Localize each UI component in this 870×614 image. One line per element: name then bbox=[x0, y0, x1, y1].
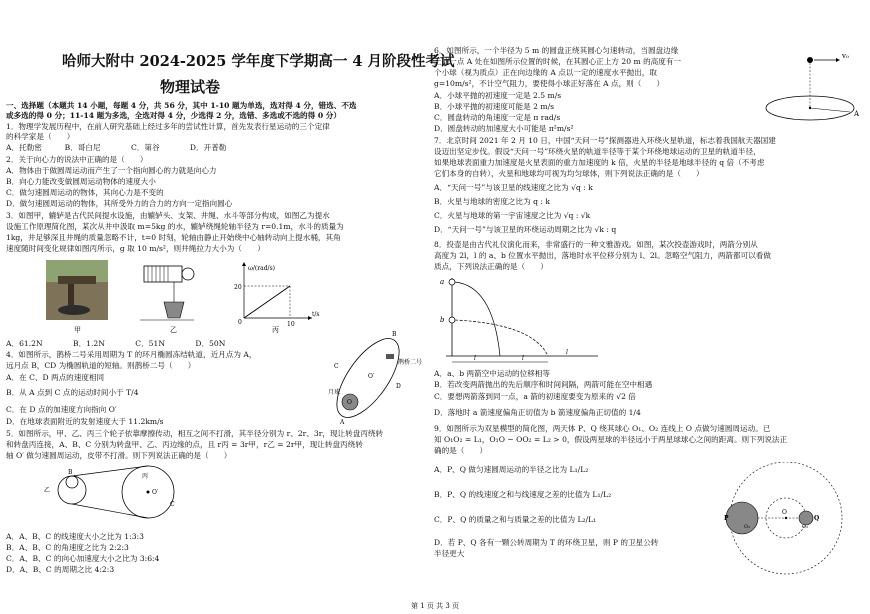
svg-text:D: D bbox=[396, 383, 401, 390]
v0-label: v₀ bbox=[842, 52, 849, 60]
q5-stem-2: 和转盘丙连接，A、B、C 分别为转盘甲、乙、丙边缘的点，且 r丙 = 3r甲，r乙 = 2r甲，现让转盘丙绕转 bbox=[6, 440, 363, 449]
label-bing: 丙 bbox=[272, 326, 279, 334]
windlass-diagram bbox=[140, 266, 194, 320]
q7-option-d: D．“天问一号”与该卫星的环绕运动周期之比为 √k : q bbox=[434, 225, 617, 234]
tick-0: 0 bbox=[238, 319, 242, 326]
queqiao-label: 鹊桥二号 bbox=[398, 359, 423, 366]
q6-stem-3: 个小球（视为质点）正在向边缘的 A 点以一定的速度水平抛出，取 bbox=[434, 68, 657, 77]
svg-text:b: b bbox=[440, 316, 445, 324]
q7-stem-1: 7．北京时间 2021 年 2 月 10 日，中国“天问一号”探测器进入环绕火星轨道，标志着我国航天器国建 bbox=[434, 136, 776, 145]
omega-line bbox=[244, 286, 290, 318]
q7-option-c: C．火星与地球的第一宇宙速度之比为 √q : √k bbox=[434, 211, 591, 220]
label-yi: 乙 bbox=[170, 326, 177, 334]
star-q bbox=[799, 511, 813, 525]
q5-stem-1: 5．如图所示，甲、乙、丙三个轮子依靠摩擦传动，相互之间不打滑，其半径分别为 r、2r、3r，现让转盘丙绕转 bbox=[6, 429, 384, 438]
q6-option-a: A．小球平抛的初速度一定是 2.5 m/s bbox=[434, 91, 562, 100]
svg-text:B: B bbox=[68, 469, 73, 476]
svg-text:O′: O′ bbox=[368, 373, 375, 380]
svg-text:O₂: O₂ bbox=[802, 524, 809, 530]
page-footer: 第 1 页 共 3 页 bbox=[410, 602, 460, 610]
omega-axis-label: ω/(rad/s) bbox=[248, 265, 275, 272]
q7-option-b: B．火星与地球的密度之比为 q : k bbox=[434, 197, 550, 206]
q8-option-b: B．若改变两箭抛出的先后顺序和时间间隔，两箭可能在空中相遇 bbox=[434, 380, 653, 389]
q4-option-c: C．在 D 点的加速度方向指向 O′ bbox=[6, 405, 117, 414]
q3-options: A．61.2N B．1.2N C．51N D．50N bbox=[6, 339, 226, 348]
svg-text:Q: Q bbox=[814, 515, 820, 522]
q6-option-b: B．小球平抛的初速度可能是 2 m/s bbox=[434, 102, 555, 111]
svg-text:B: B bbox=[392, 331, 397, 338]
q8-stem-3: 质点，下列说法正确的是（ ） bbox=[434, 262, 548, 271]
q7-stem-2: 设迈出坚定步伐。假设“天问一号”环绕火星的轨道半径等于某个环绕地球运动的卫星的轨道半径， bbox=[434, 147, 761, 156]
q6-option-d: D．圆盘转动的加速度大小可能是 π²m/s² bbox=[434, 124, 574, 133]
q8-stem-2: 高度为 2l，l 的 a、b 位置水平抛出，落地时水平位移分别为 l、2l。忽略空气阻力，两箭都可以看做 bbox=[434, 251, 771, 260]
q9-option-c: C．P、Q 的质量之和与质量之差的比值为 L₂/L₁ bbox=[434, 515, 597, 524]
exam-title: 哈师大附中 2024-2025 学年度下学期高一 4 月阶段性考试 bbox=[62, 53, 455, 70]
svg-text:丙: 丙 bbox=[142, 473, 149, 480]
arrow-a-path bbox=[455, 282, 500, 356]
q2-option-b: B．向心力能改变做圆周运动物体的速度大小 bbox=[6, 177, 156, 186]
q4-stem-2: 远月点 B，CD 为椭圆轨道的短轴。则鹊桥二号（ ） bbox=[6, 361, 196, 370]
q9-option-a: A．P、Q 做匀速圆周运动的半径之比为 L₁/L₂ bbox=[434, 465, 589, 474]
ball bbox=[807, 57, 813, 63]
q5-option-c: C．A、B、C 的向心加速度大小之比为 3:6:4 bbox=[6, 554, 160, 563]
q2-stem: 2．关于向心力的说法中正确的是（ ） bbox=[6, 155, 148, 164]
q6-stem-4: g=10m/s²，不计空气阻力，要使得小球正好落在 A 点，则（ ） bbox=[434, 79, 665, 88]
svg-text:O′: O′ bbox=[152, 489, 159, 496]
svg-text:O: O bbox=[347, 399, 352, 406]
q9-stem-1: 9．如图所示为双星模型的简化图，两天体 P、Q 绕其球心 O₁、O₂ 连线上 O 点做匀速圆周运动。已 bbox=[434, 424, 771, 433]
star-p bbox=[726, 502, 758, 534]
q3-stem-4: 速度随时间变化规律如图丙所示，g 取 10 m/s²，则井绳拉力大小为（ ） bbox=[6, 244, 265, 253]
q8-option-d: D．落地时 a 箭速度偏角正切值为 b 箭速度偏角正切值的 1/4 bbox=[434, 408, 641, 417]
q3-stem-3: 1kg，井足够深且井绳的质量忽略不计，t=0 时刻，轮轴由静止开始绕中心轴转动向上提水桶，其角 bbox=[6, 233, 341, 242]
q7-stem-3: 如果地球表面重力加速度是火星表面的重力加速度的 k 倍，火星的半径是地球半径的 q 倍（不考虑 bbox=[434, 158, 765, 167]
label-jia: 甲 bbox=[74, 326, 81, 334]
q3-stem-1: 3．如图甲，辘轳是古代民间提水设施，由辘轳头、支架、井绳、水斗等部分构成，如图乙为提水 bbox=[6, 211, 330, 220]
q9-option-d-1: D．若 P、Q 各有一颗公转周期为 T 的环绕卫星，则 P 的卫星公转 bbox=[434, 538, 659, 547]
q8-option-c: C．要想两箭落到同一点，a 箭的初速度要变为原来的 √2 倍 bbox=[434, 392, 636, 401]
tick-20: 20 bbox=[234, 284, 242, 291]
q4-option-b: B．从 A 点到 C 点的运动时间小于 T/4 bbox=[6, 388, 139, 397]
q2-option-c: C．做匀速圆周运动的物体，其向心力是不变的 bbox=[6, 188, 164, 197]
svg-text:O: O bbox=[782, 509, 787, 516]
point-a-label: A bbox=[854, 110, 860, 118]
omega-time-graph bbox=[234, 262, 320, 328]
q8-projectile-figure bbox=[438, 272, 608, 366]
arrow-b-path bbox=[455, 320, 548, 356]
q4-option-a: A．在 C、D 两点的速度相同 bbox=[6, 373, 105, 382]
q7-stem-4: 它们本身的自转），火星和地球均可视为均匀球体，则下列说法正确的是（ ） bbox=[434, 169, 704, 178]
svg-text:C: C bbox=[334, 363, 339, 370]
svg-text:l: l bbox=[566, 349, 568, 356]
q6-stem-1: 6．如图所示，一个半径为 5 m 的圆盘正绕其圆心匀速转动，当圆盘边缘 bbox=[434, 46, 679, 55]
q9-stem-2: 知 O₁O₂ = L₁，O₁O − OO₂ = L₂ > 0，假设两星球的半径远小于两星球球心之间的距离。则下列说法正 bbox=[434, 435, 788, 444]
q9-option-b: B．P、Q 的线速度之和与线速度之差的比值为 L₁/L₂ bbox=[434, 490, 612, 499]
q4-orbit-figure bbox=[324, 326, 428, 426]
q9-option-d-2: 半径更大 bbox=[434, 549, 465, 558]
q7-option-a: A．“天问一号”与该卫星的线速度之比为 √q : k bbox=[434, 183, 593, 192]
q9-binary-star-figure bbox=[706, 462, 856, 582]
section-instructions-2: 或多选的得 0 分；11-14 题为多选，全选对得 4 分，少选得 2 分，选错、多选或不选的得 0 分） bbox=[6, 111, 341, 120]
moon-label: 月球 bbox=[328, 389, 341, 396]
q5-option-d: D．A、B、C 的周期之比 4:2:3 bbox=[6, 565, 115, 574]
svg-text:P: P bbox=[724, 515, 729, 522]
wheel-jia bbox=[66, 476, 78, 488]
svg-text:a: a bbox=[440, 278, 445, 286]
svg-text:A: A bbox=[340, 419, 345, 426]
time-axis-label: t/s bbox=[312, 311, 320, 318]
svg-text:l: l bbox=[522, 355, 524, 362]
q5-option-a: A．A、B、C 的线速度大小之比为 1:3:3 bbox=[6, 532, 144, 541]
q2-option-d: D．做匀速圆周运动的物体，其所受外力的合力的方向一定指向圆心 bbox=[6, 199, 233, 208]
svg-text:C: C bbox=[170, 501, 175, 508]
q5-pulley-figure bbox=[42, 462, 192, 528]
q5-option-b: B．A、B、C 的角速度之比为 2:2:3 bbox=[6, 543, 129, 552]
svg-text:O₁: O₁ bbox=[744, 524, 751, 530]
q2-option-a: A．物体由于做圆周运动而产生了一个指向圆心的力就是向心力 bbox=[6, 166, 217, 175]
q6-stem-2: 上的一点 A 处在如图所示位置的时候，在其圆心正上方 20 m 的高度有一 bbox=[434, 57, 682, 66]
section-instructions-1: 一、选择题（本题共 14 小题，每题 4 分，共 56 分，其中 1-10 题为单选，选对得 4 分，错选、不选 bbox=[6, 101, 357, 110]
q5-stem-3: 轴 O′ 做匀速圆周运动，皮带不打滑。则下列说法正确的是（ ） bbox=[6, 451, 232, 460]
q3-stem-2: 设施工作原理简化图，某次从井中汲取 m=5kg 的水，辘轳绕绳轮轴半径为 r=0.1m，水斗的质量为 bbox=[6, 222, 344, 231]
wheel-yi bbox=[58, 476, 86, 504]
q9-stem-3: 确的是（ ） bbox=[434, 446, 488, 455]
q8-option-a: A．a、b 两箭空中运动的位移相等 bbox=[434, 369, 551, 378]
q1-stem-2: 的科学家是（ ） bbox=[6, 132, 75, 141]
q4-option-d: D．在地球表面附近的发射速度大于 11.2km/s bbox=[6, 417, 164, 426]
q1-options: A．托勒密 B．哥白尼 C．第谷 D．开普勒 bbox=[6, 143, 227, 152]
svg-text:l: l bbox=[474, 355, 476, 362]
exam-subtitle: 物理试卷 bbox=[160, 78, 221, 96]
q8-stem-1: 8．投壶是由古代礼仪演化而来，非常盛行的一种文雅游戏。如图，某次投壶游戏时，两箭分别从 bbox=[434, 240, 758, 249]
q6-option-c: C．圆盘转动的角速度一定是 π rad/s bbox=[434, 113, 561, 122]
q6-disc-figure bbox=[746, 50, 866, 130]
tick-10: 10 bbox=[287, 321, 295, 328]
q1-stem-1: 1．物理学发展历程中，在前人研究基础上经过多年的尝试性计算，首先发表行星运动的三个定律 bbox=[6, 122, 330, 131]
q4-stem-1: 4．如图所示，鹊桥二号采用周期为 T 的环月椭圆冻结轨道，近月点为 A， bbox=[6, 350, 257, 359]
svg-text:乙: 乙 bbox=[44, 487, 51, 494]
